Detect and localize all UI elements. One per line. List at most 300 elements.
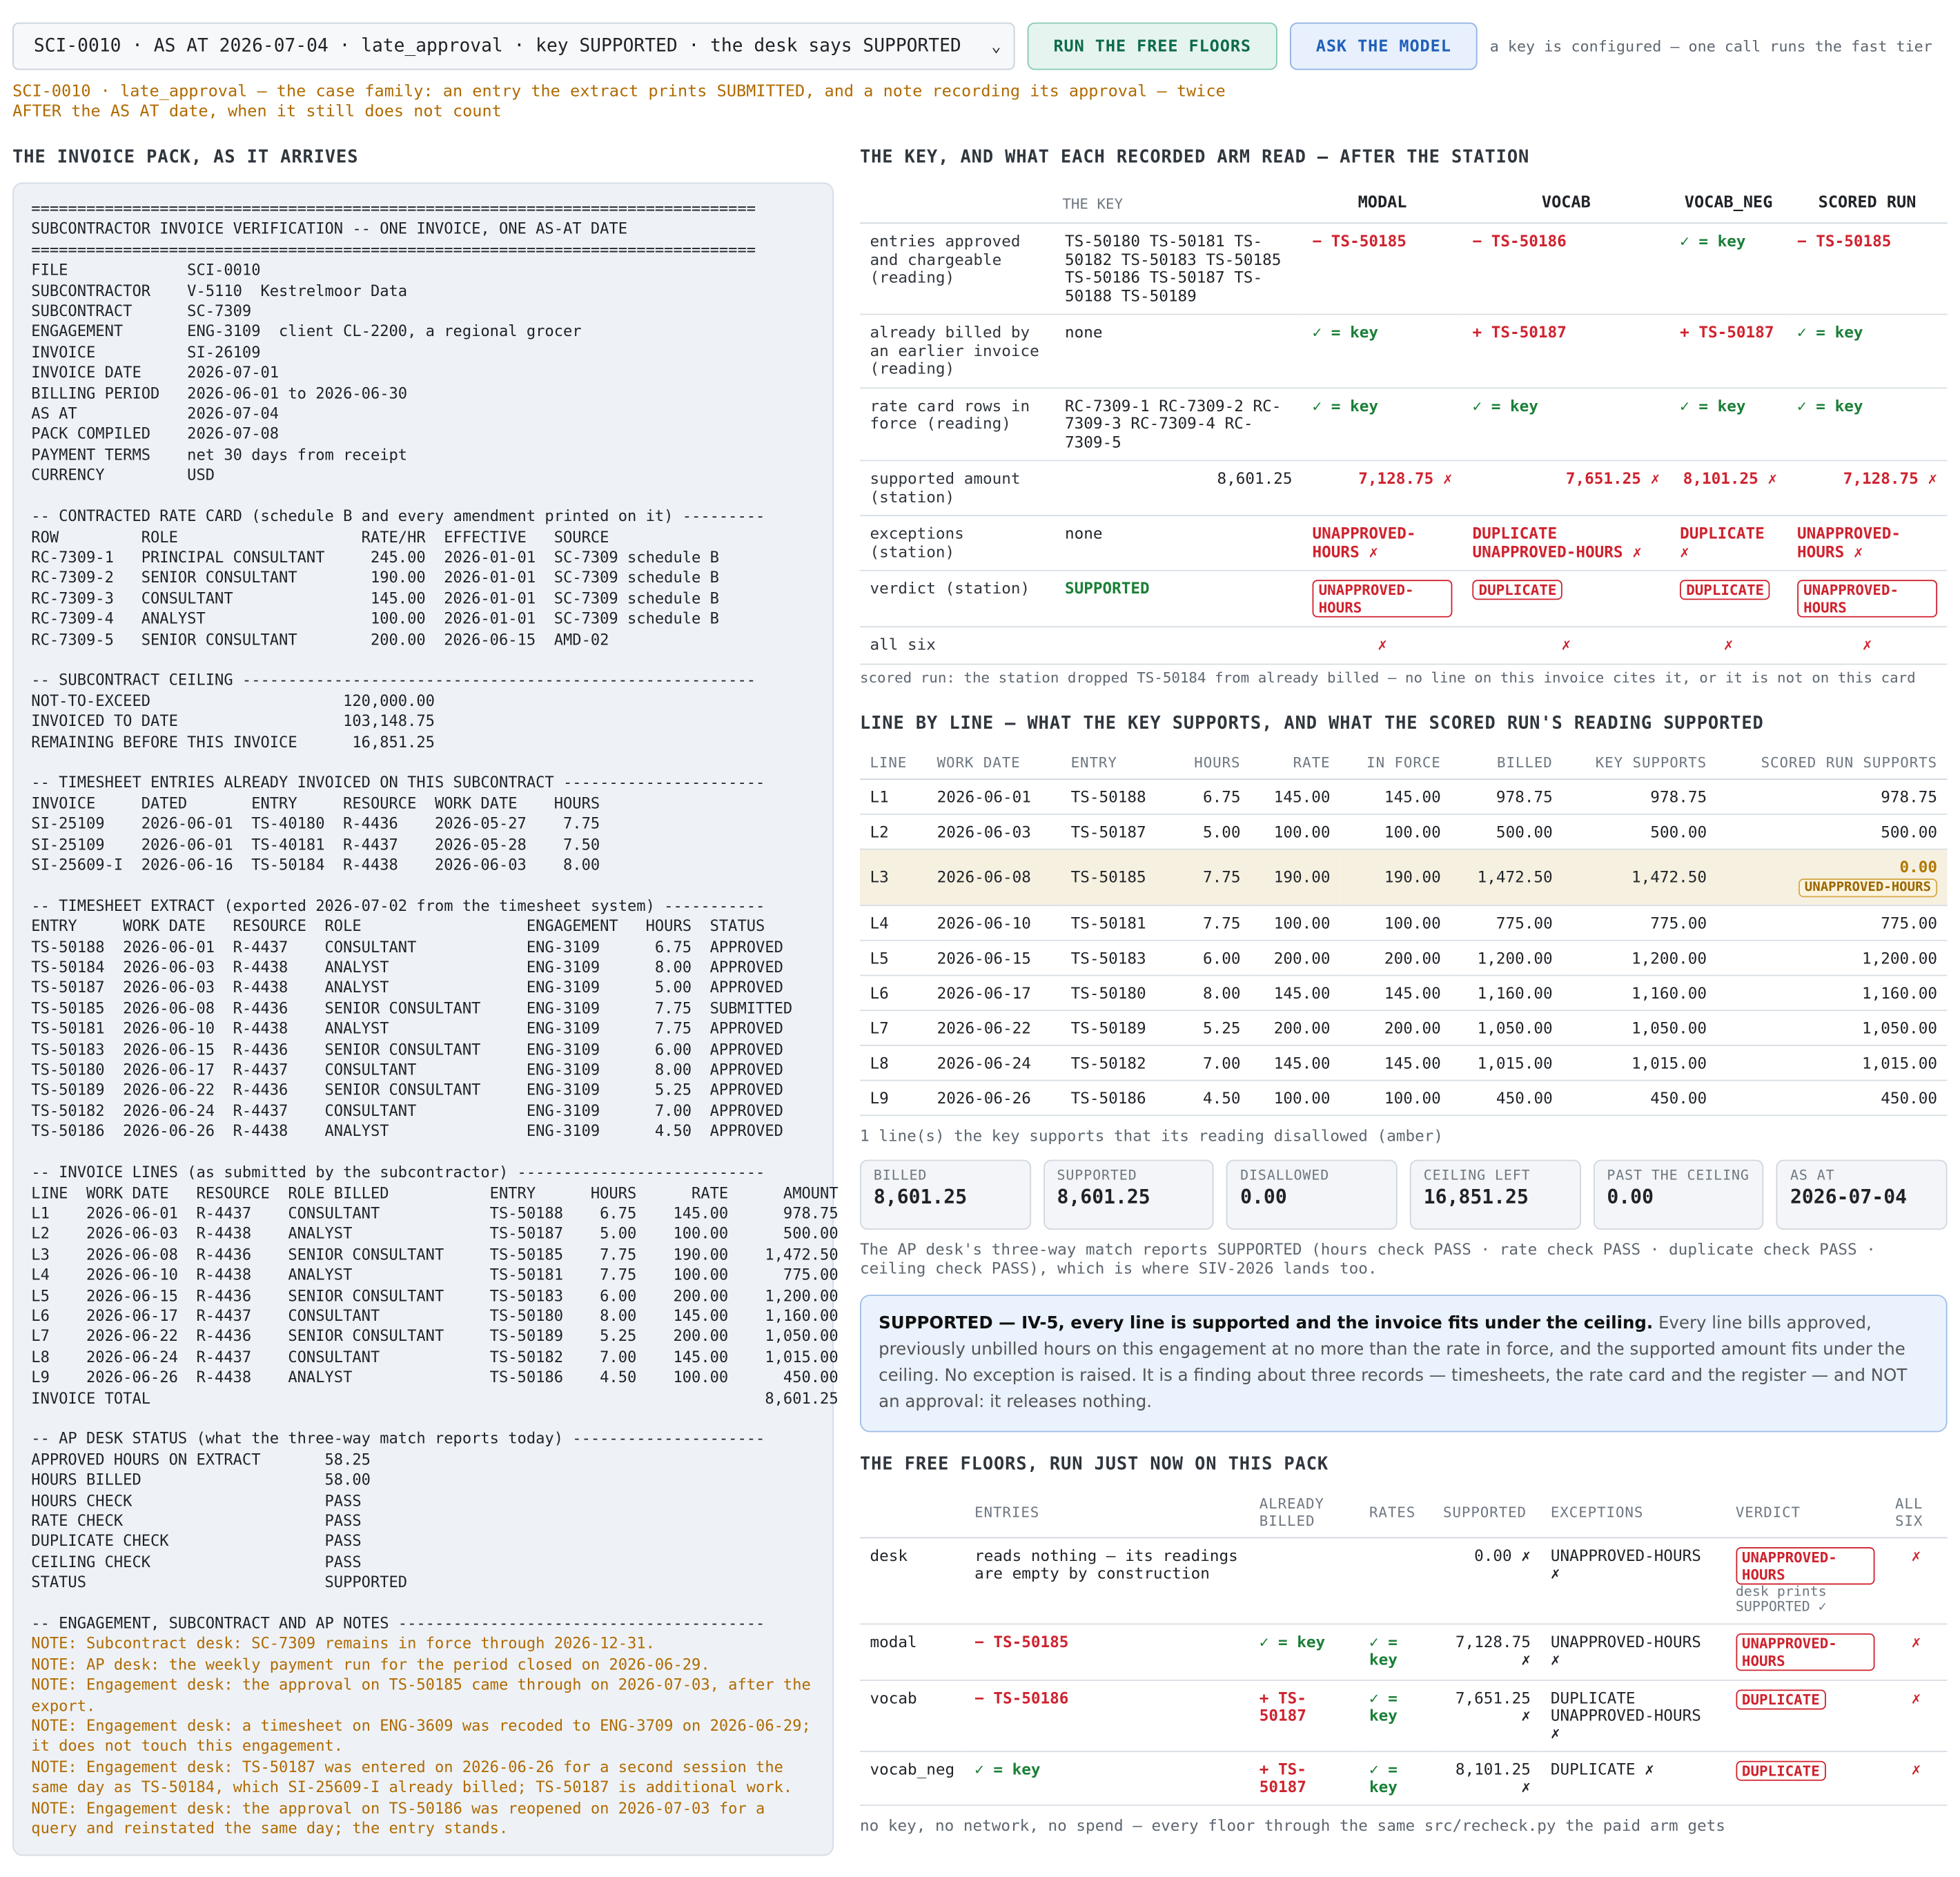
analysis-panel	[860, 148, 1948, 1834]
floor-all-six: ✗	[1885, 1623, 1947, 1679]
line-row	[860, 849, 1948, 905]
floor-exceptions: UNAPPROVED-HOURS ✗	[1540, 1623, 1725, 1679]
summary-card-value: 8,601.25	[1057, 1185, 1150, 1208]
line-billed-value: 500.00	[1496, 821, 1553, 841]
line-hours-value: 5.00	[1202, 821, 1241, 841]
key-value: RC-7309-1 RC-7309-2 RC-7309-3 RC-7309-4 RC-7309-5	[1055, 387, 1302, 460]
line-scored	[1717, 778, 1948, 814]
floors-col-header: ALL SIX	[1885, 1486, 1947, 1537]
line-entry	[1061, 975, 1173, 1010]
line-date	[927, 778, 1061, 814]
pack-note: NOTE: Engagement desk: a timesheet on ENG-3609 was recoded to ENG-3709 on 2026-06-29; it does not touch this engagement.	[31, 1717, 821, 1756]
line-key	[1562, 905, 1716, 940]
line-hours-value: 7.75	[1202, 867, 1241, 886]
lines-col-header: HOURS	[1173, 745, 1251, 778]
line-entry-value: TS-50188	[1070, 787, 1146, 806]
line-hours-value: 6.75	[1202, 787, 1241, 806]
line-rate	[1251, 1080, 1340, 1115]
arm-reading: DUPLICATE UNAPPROVED-HOURS ✗	[1462, 515, 1670, 571]
line-rate-value: 145.00	[1273, 983, 1331, 1002]
line-date	[927, 1045, 1061, 1080]
line-entry	[1061, 1045, 1173, 1080]
verdict-pill: UNAPPROVED-HOURS	[1736, 1546, 1875, 1584]
arm-reading	[1462, 571, 1670, 627]
run-free-floors-button[interactable]: RUN THE FREE FLOORS	[1028, 23, 1277, 70]
floor-row	[860, 1751, 1948, 1805]
summary-card-value: 16,851.25	[1423, 1185, 1529, 1208]
verdict-lead: SUPPORTED — IV-5, every line is supported and the invoice fits under the ceiling.	[879, 1313, 1654, 1333]
line-date-value: 2026-06-24	[937, 1052, 1031, 1072]
verdict-pill: DUPLICATE	[1736, 1689, 1826, 1709]
line-date	[927, 1080, 1061, 1115]
line-hours	[1173, 814, 1251, 849]
floors-col-header: EXCEPTIONS	[1540, 1486, 1725, 1537]
line-inforce-value: 200.00	[1384, 947, 1441, 967]
line-key-value: 1,050.00	[1631, 1018, 1707, 1037]
line-hours	[1173, 975, 1251, 1010]
arm-reading: UNAPPROVED-HOURS ✗	[1302, 515, 1462, 571]
arm-reading: ✓ = key	[1670, 223, 1787, 314]
floor-billed: + TS-50187	[1249, 1680, 1359, 1751]
line-billed-value: 1,472.50	[1477, 867, 1553, 886]
key-row-label: all six	[860, 627, 1055, 663]
line-date-value: 2026-06-26	[937, 1088, 1031, 1107]
line-billed	[1451, 814, 1562, 849]
floor-all-six: ✗	[1885, 1537, 1947, 1624]
arm-reading: + TS-50187	[1670, 314, 1787, 387]
line-key	[1562, 975, 1716, 1010]
line-hours	[1173, 849, 1251, 905]
lines-col-header: RATE	[1251, 745, 1340, 778]
line-rate	[1251, 940, 1340, 975]
line-key	[1562, 778, 1716, 814]
key-value: none	[1055, 314, 1302, 387]
summary-card	[1776, 1159, 1948, 1229]
line-date	[927, 849, 1061, 905]
line-hours-value: 7.00	[1202, 1052, 1241, 1072]
line-line	[860, 778, 927, 814]
line-date-value: 2026-06-03	[937, 821, 1031, 841]
chevron-down-icon: ⌄	[991, 37, 1001, 56]
line-key-value: 775.00	[1650, 912, 1707, 932]
lines-col-header: LINE	[860, 745, 927, 778]
line-date	[927, 814, 1061, 849]
line-key	[1562, 814, 1716, 849]
summary-card-value: 8,601.25	[873, 1185, 968, 1208]
line-inforce	[1340, 849, 1451, 905]
line-key	[1562, 849, 1716, 905]
line-scored	[1717, 1010, 1948, 1045]
lines-col-header: ENTRY	[1061, 745, 1173, 778]
line-entry	[1061, 905, 1173, 940]
line-billed-value: 450.00	[1496, 1088, 1553, 1107]
line-rate-value: 100.00	[1273, 1088, 1331, 1107]
key-table-caption: scored run: the station dropped TS-50184 from already billed — no line on this invoice cites it, or it is not on this card	[859, 667, 1916, 686]
lines-col-header: KEY SUPPORTS	[1562, 745, 1716, 778]
arm-reading: ✓ = key	[1302, 314, 1462, 387]
line-scored	[1717, 849, 1948, 905]
key-value	[1055, 571, 1302, 627]
verdict-pill: DUPLICATE	[1736, 1760, 1826, 1780]
line-scored-value: 1,050.00	[1861, 1018, 1938, 1037]
key-table-row	[860, 387, 1948, 460]
floors-table-heading: THE FREE FLOORS, RUN JUST NOW ON THIS PACK	[859, 1454, 1329, 1475]
line-scored-value: 1,160.00	[1861, 983, 1938, 1002]
key-col-header: VOCAB_NEG	[1670, 188, 1787, 224]
app-frame	[12, 0, 1947, 1838]
line-scored-value: 978.75	[1881, 787, 1938, 806]
floors-col-header: RATES	[1359, 1486, 1433, 1537]
summary-card	[1410, 1159, 1581, 1229]
line-inforce-value: 145.00	[1384, 1052, 1441, 1072]
floor-entries: − TS-50185	[965, 1623, 1250, 1679]
line-key	[1562, 1045, 1716, 1080]
floor-supported: 0.00 ✗	[1433, 1537, 1541, 1624]
summary-card	[1593, 1159, 1764, 1229]
line-line	[860, 1010, 927, 1045]
verdict-pill: UNAPPROVED-HOURS	[1313, 580, 1453, 617]
line-billed	[1451, 1010, 1562, 1045]
arm-reading: ✗	[1462, 627, 1670, 663]
floors-col-header: SUPPORTED	[1433, 1486, 1541, 1537]
line-rate-value: 190.00	[1273, 867, 1331, 886]
verdict-pill: UNAPPROVED-HOURS	[1797, 580, 1937, 617]
line-billed	[1451, 778, 1562, 814]
key-value	[1055, 627, 1302, 663]
pack-note: NOTE: Engagement desk: the approval on TS-50186 was reopened on 2026-07-03 for a query and reinstated the same day; the entry stands.	[31, 1799, 774, 1838]
line-key-value: 978.75	[1650, 787, 1707, 806]
line-inforce	[1340, 814, 1451, 849]
floors-col-header: ALREADY BILLED	[1249, 1486, 1359, 1537]
key-table-row	[860, 314, 1948, 387]
line-row	[860, 1045, 1948, 1080]
line-billed	[1451, 905, 1562, 940]
line-line-value: L6	[870, 983, 889, 1002]
line-scored	[1717, 1080, 1948, 1115]
line-line-value: L8	[870, 1052, 889, 1072]
line-hours	[1173, 1010, 1251, 1045]
line-billed-value: 1,015.00	[1477, 1052, 1553, 1072]
line-entry-value: TS-50185	[1070, 867, 1146, 886]
line-billed-value: 978.75	[1496, 787, 1553, 806]
invoice-pack-text[interactable]	[12, 182, 839, 1855]
key-value: none	[1055, 515, 1302, 571]
line-rate-value: 145.00	[1273, 787, 1331, 806]
line-key-value: 1,472.50	[1631, 867, 1707, 886]
line-entry-value: TS-50180	[1070, 983, 1146, 1002]
arm-reading: 8,101.25 ✗	[1670, 460, 1787, 515]
floor-name: vocab_neg	[860, 1751, 965, 1805]
key-table	[860, 188, 1948, 665]
line-date-value: 2026-06-01	[937, 787, 1031, 806]
ask-model-button[interactable]: ASK THE MODEL	[1290, 23, 1478, 70]
line-inforce	[1340, 1045, 1451, 1080]
arm-reading: UNAPPROVED-HOURS ✗	[1787, 515, 1948, 571]
floor-verdict	[1725, 1623, 1885, 1679]
summary-card-label: AS AT	[1790, 1166, 1835, 1183]
floor-billed: + TS-50187	[1249, 1751, 1359, 1805]
line-billed	[1451, 940, 1562, 975]
arm-reading: − TS-50185	[1787, 223, 1948, 314]
arm-reading: − TS-50186	[1462, 223, 1670, 314]
line-rate	[1251, 1045, 1340, 1080]
line-line-value: L7	[870, 1018, 889, 1037]
line-rate-value: 100.00	[1273, 912, 1331, 932]
line-inforce	[1340, 1010, 1451, 1045]
line-inforce-value: 200.00	[1384, 1018, 1441, 1037]
arm-reading: 7,128.75 ✗	[1787, 460, 1948, 515]
key-table-row	[860, 627, 1948, 663]
summary-card	[1043, 1159, 1215, 1229]
key-verdict: SUPPORTED	[1064, 578, 1150, 598]
line-rate-value: 200.00	[1273, 947, 1331, 967]
line-scored	[1717, 905, 1948, 940]
line-line-value: L4	[870, 912, 889, 932]
line-inforce	[1340, 940, 1451, 975]
pack-body: =============================================================================== SUBCONTRACTOR INVOICE VERIFICATION -- ONE INVOICE, ONE AS-AT DATE =============================================================================== FILE SCI-0010 SUBCONTRACTOR V-5110 Kestrelmoor Data SUBCONTRACT SC-7309 ENGAGEMENT ENG-3109 client CL-2200, a regional grocer INVOICE SI-26109 INVOICE DATE 2026-07-01 BILLING PERIOD 2026-06-01 to 2026-06-30 AS AT 2026-07-04 PACK COMPILED 2026-07-08 PAYMENT TERMS net 30 days from receipt CURRENCY USD -- CONTRACTED RATE CARD (schedule B and every amendment printed on it) --------- ROW ROLE RATE/HR EFFECTIVE SOURCE RC-7309-1 PRINCIPAL CONSULTANT 245.00 2026-01-01 SC-7309 schedule B RC-7309-2 SENIOR CONSULTANT 190.00 2026-01-01 SC-7309 schedule B RC-7309-3 CONSULTANT 145.00 2026-01-01 SC-7309 schedule B RC-7309-4 ANALYST 100.00 2026-01-01 SC-7309 schedule B RC-7309-5 SENIOR CONSULTANT 200.00 2026-06-15 AMD-02 -- SUBCONTRACT CEILING -------------------------------------------------------- NOT-TO-EXCEED 120,000.00 INVOICED TO DATE 103,148.75 REMAINING BEFORE THIS INVOICE 16,851.25 -- TIMESHEET ENTRIES ALREADY INVOICED ON THIS SUBCONTRACT ---------------------- INVOICE DATED ENTRY RESOURCE WORK DATE HOURS SI-25109 2026-06-01 TS-40180 R-4436 2026-05-27 7.75 SI-25109 2026-06-01 TS-40181 R-4437 2026-05-28 7.50 SI-25609-I 2026-06-16 TS-50184 R-4438 2026-06-03 8.00 -- TIMESHEET EXTRACT (exported 2026-07-02 from the timesheet system) ----------- ENTRY WORK DATE RESOURCE ROLE ENGAGEMENT HOURS STATUS TS-50188 2026-06-01 R-4437 CONSULTANT ENG-3109 6.75 APPROVED TS-50184 2026-06-03 R-4438 ANALYST ENG-3109 8.00 APPROVED TS-50187 2026-06-03 R-4438 ANALYST ENG-3109 5.00 APPROVED TS-50185 2026-06-08 R-4436 SENIOR CONSULTANT ENG-3109 7.75 SUBMITTED TS-50181 2026-06-10 R-4438 ANALYST ENG-3109 7.75 APPROVED TS-50183 2026-06-15 R-4436 SENIOR CONSULTANT ENG-3109 6.00 APPROVED TS-50180 2026-06-17 R-4437 CONSULTANT ENG-3109 8.00 APPROVED TS-50189 2026-06-22 R-4436 SENIOR CONSULTANT ENG-3109 5.25 APPROVED TS-50182 2026-06-24 R-4437 CONSULTANT ENG-3109 7.00 APPROVED TS-50186 2026-06-26 R-4438 ANALYST ENG-3109 4.50 APPROVED -- INVOICE LINES (as submitted by the subcontractor) --------------------------- LINE WORK DATE RESOURCE ROLE BILLED ENTRY HOURS RATE AMOUNT L1 2026-06-01 R-4437 CONSULTANT TS-50188 6.75 145.00 978.75 L2 2026-06-03 R-4438 ANALYST TS-50187 5.00 100.00 500.00 L3 2026-06-08 R-4436 SENIOR CONSULTANT TS-50185 7.75 190.00 1,472.50 L4 2026-06-10 R-4438 ANALYST TS-50181 7.75 100.00 775.00 L5 2026-06-15 R-4436 SENIOR CONSULTANT TS-50183 6.00 200.00 1,200.00 L6 2026-06-17 R-4437 CONSULTANT TS-50180 8.00 145.00 1,160.00 L7 2026-06-22 R-4436 SENIOR CONSULTANT TS-50189 5.25 200.00 1,050.00 L8 2026-06-24 R-4437 CONSULTANT TS-50182 7.00 145.00 1,015.00 L9 2026-06-26 R-4438 ANALYST TS-50186 4.50 100.00 450.00 INVOICE TOTAL 8,601.25 -- AP DESK STATUS (what the three-way match reports today) --------------------- APPROVED HOURS ON EXTRACT 58.25 HOURS BILLED 58.00 HOURS CHECK PASS RATE CHECK PASS DUPLICATE CHECK PASS CEILING CHECK PASS STATUS SUPPORTED -- ENGAGEMENT, SUBCONTRACT AND AP NOTES ----------------------------------------	[31, 199, 839, 1633]
key-table-row	[860, 571, 1948, 627]
arm-reading: + TS-50187	[1462, 314, 1670, 387]
line-inforce	[1340, 905, 1451, 940]
key-row-label: verdict (station)	[860, 571, 1055, 627]
line-rate	[1251, 778, 1340, 814]
line-rate-value: 100.00	[1273, 821, 1331, 841]
case-select-value: SCI-0010 · AS AT 2026-07-04 · late_approval · key SUPPORTED · the desk says SUPPORTED	[33, 36, 961, 57]
line-date	[927, 905, 1061, 940]
line-line-value: L3	[870, 867, 889, 886]
arm-reading: ✓ = key	[1462, 387, 1670, 460]
line-entry	[1061, 1080, 1173, 1115]
arm-reading: − TS-50185	[1302, 223, 1462, 314]
line-line	[860, 1080, 927, 1115]
line-scored-value: 450.00	[1881, 1088, 1938, 1107]
line-entry-value: TS-50181	[1070, 912, 1146, 932]
floor-name: modal	[860, 1623, 965, 1679]
line-row	[860, 814, 1948, 849]
line-billed	[1451, 975, 1562, 1010]
key-table-row	[860, 515, 1948, 571]
floor-row	[860, 1537, 1948, 1624]
key-table-row	[860, 460, 1948, 515]
key-row-label: entries approved and chargeable (reading)	[860, 223, 1055, 314]
floor-verdict	[1725, 1751, 1885, 1805]
key-col-header: THE KEY	[1055, 188, 1302, 224]
line-scored	[1717, 975, 1948, 1010]
floors-col-header: ENTRIES	[965, 1486, 1250, 1537]
line-billed	[1451, 849, 1562, 905]
line-entry-value: TS-50189	[1070, 1018, 1146, 1037]
line-date-value: 2026-06-08	[937, 867, 1031, 886]
key-row-label: supported amount (station)	[860, 460, 1055, 515]
line-key-value: 1,015.00	[1631, 1052, 1707, 1072]
line-hours-value: 8.00	[1202, 983, 1241, 1002]
line-hours	[1173, 905, 1251, 940]
verdict-pill: DUPLICATE	[1680, 580, 1770, 600]
line-line-value: L9	[870, 1088, 889, 1107]
line-entry	[1061, 849, 1173, 905]
line-hours	[1173, 940, 1251, 975]
pack-note: NOTE: Subcontract desk: SC-7309 remains in force through 2026-12-31.	[31, 1635, 655, 1653]
floors-table	[860, 1486, 1948, 1805]
line-entry	[1061, 778, 1173, 814]
line-scored	[1717, 1045, 1948, 1080]
arm-reading: ✗	[1787, 627, 1948, 663]
summary-card-value: 2026-07-04	[1790, 1185, 1908, 1208]
floor-entries: reads nothing — its readings are empty by construction	[965, 1537, 1250, 1624]
line-entry-value: TS-50182	[1070, 1052, 1146, 1072]
arm-reading	[1787, 571, 1948, 627]
line-line	[860, 814, 927, 849]
arm-reading: ✓ = key	[1787, 314, 1948, 387]
line-key-value: 1,160.00	[1631, 983, 1707, 1002]
line-key	[1562, 1010, 1716, 1045]
summary-card-value: 0.00	[1240, 1185, 1287, 1208]
line-hours-value: 6.00	[1202, 947, 1241, 967]
line-date	[927, 940, 1061, 975]
line-rate	[1251, 975, 1340, 1010]
line-entry-value: TS-50183	[1070, 947, 1146, 967]
summary-cards	[860, 1159, 1948, 1229]
floors-col-blank	[860, 1486, 965, 1537]
key-value: TS-50180 TS-50181 TS-50182 TS-50183 TS-50185 TS-50186 TS-50187 TS-50188 TS-50189	[1055, 223, 1302, 314]
floor-exceptions: DUPLICATE UNAPPROVED-HOURS ✗	[1540, 1680, 1725, 1751]
line-flag-badge: UNAPPROVED-HOURS	[1799, 878, 1937, 896]
line-inforce-value: 100.00	[1384, 912, 1441, 932]
floors-col-header: VERDICT	[1725, 1486, 1885, 1537]
line-inforce-value: 100.00	[1384, 821, 1441, 841]
line-billed	[1451, 1045, 1562, 1080]
summary-card	[1226, 1159, 1398, 1229]
floor-name: desk	[860, 1537, 965, 1624]
line-hours-value: 7.75	[1202, 912, 1241, 932]
line-date-value: 2026-06-10	[937, 912, 1031, 932]
lines-col-header: WORK DATE	[927, 745, 1061, 778]
line-billed-value: 1,050.00	[1477, 1018, 1553, 1037]
line-rate-value: 200.00	[1273, 1018, 1331, 1037]
line-date	[927, 975, 1061, 1010]
line-date	[927, 1010, 1061, 1045]
line-row	[860, 1010, 1948, 1045]
line-scored-value: 1,200.00	[1861, 947, 1938, 967]
line-line-value: L5	[870, 947, 889, 967]
line-entry-value: TS-50186	[1070, 1088, 1146, 1107]
floor-verdict	[1725, 1537, 1885, 1624]
line-scored-value: 0.00	[1899, 856, 1938, 876]
lines-col-header: SCORED RUN SUPPORTS	[1717, 745, 1948, 778]
key-value: 8,601.25	[1055, 460, 1302, 515]
floor-supported: 7,651.25 ✗	[1433, 1680, 1541, 1751]
line-hours	[1173, 1080, 1251, 1115]
line-inforce	[1340, 1080, 1451, 1115]
verdict-pill: UNAPPROVED-HOURS	[1736, 1633, 1875, 1670]
line-line	[860, 975, 927, 1010]
line-row	[860, 1080, 1948, 1115]
line-scored	[1717, 814, 1948, 849]
floor-row	[860, 1623, 1948, 1679]
line-entry-value: TS-50187	[1070, 821, 1146, 841]
case-family-note: SCI-0010 · late_approval — the case family: an entry the extract prints SUBMITTED, and a note recording its approval — twice AFTER the AS AT date, when it still does not count	[12, 82, 1226, 121]
line-row	[860, 905, 1948, 940]
floor-name: vocab	[860, 1680, 965, 1751]
line-scored-value: 1,015.00	[1861, 1052, 1938, 1072]
floor-exceptions: DUPLICATE ✗	[1540, 1751, 1725, 1805]
line-billed-value: 775.00	[1496, 912, 1553, 932]
verdict-box	[860, 1294, 1948, 1431]
line-inforce-value: 145.00	[1384, 983, 1441, 1002]
lines-table-caption: 1 line(s) the key supports that its reading disallowed (amber)	[859, 1125, 1443, 1144]
arm-reading: ✗	[1302, 627, 1462, 663]
floor-all-six: ✗	[1885, 1680, 1947, 1751]
line-inforce-value: 190.00	[1384, 867, 1441, 886]
line-key-value: 450.00	[1650, 1088, 1707, 1107]
floor-entries: ✓ = key	[965, 1751, 1250, 1805]
summary-card-label: PAST THE CEILING	[1607, 1166, 1750, 1183]
line-row	[860, 940, 1948, 975]
summary-card-label: SUPPORTED	[1057, 1166, 1137, 1183]
key-col-header: SCORED RUN	[1787, 188, 1948, 224]
pack-note: NOTE: Engagement desk: the approval on TS-50185 came through on 2026-07-03, after the export.	[31, 1676, 821, 1715]
arm-reading: ✓ = key	[1670, 387, 1787, 460]
invoice-pack-heading: THE INVOICE PACK, AS IT ARRIVES	[12, 147, 359, 168]
pack-note: NOTE: AP desk: the weekly payment run for the period closed on 2026-06-29.	[31, 1655, 710, 1673]
line-rate	[1251, 905, 1340, 940]
key-col-blank	[860, 188, 1055, 224]
line-key-value: 1,200.00	[1631, 947, 1707, 967]
line-inforce-value: 100.00	[1384, 1088, 1441, 1107]
floor-rates: ✓ = key	[1359, 1751, 1433, 1805]
floor-verdict	[1725, 1680, 1885, 1751]
lines-col-header: IN FORCE	[1340, 745, 1451, 778]
verdict-pill: DUPLICATE	[1472, 580, 1562, 600]
line-entry	[1061, 814, 1173, 849]
case-select[interactable]	[12, 23, 1015, 70]
floor-supported: 7,128.75 ✗	[1433, 1623, 1541, 1679]
line-inforce	[1340, 975, 1451, 1010]
arm-reading	[1670, 571, 1787, 627]
arm-reading: DUPLICATE ✗	[1670, 515, 1787, 571]
line-rate-value: 145.00	[1273, 1052, 1331, 1072]
line-entry	[1061, 1010, 1173, 1045]
line-hours	[1173, 778, 1251, 814]
line-line	[860, 940, 927, 975]
key-status-note: a key is configured — one call runs the fast tier	[1489, 37, 1932, 55]
arm-reading: ✗	[1670, 627, 1787, 663]
summary-card-label: CEILING LEFT	[1423, 1166, 1531, 1183]
desk-note: The AP desk's three-way match reports SUPPORTED (hours check PASS · rate check PASS · duplicate check PASS · ceiling check PASS), which is where SIV-2026 lands too.	[859, 1239, 1876, 1277]
summary-card-value: 0.00	[1607, 1185, 1654, 1208]
line-billed-value: 1,160.00	[1477, 983, 1553, 1002]
verdict-body: Every line bills approved, previously unbilled hours on this engagement at no more than the rate in force, and the supported amount fits under the ceiling. No exception is raised. It is a finding about three records — timesheets, the rate card and the register — and NOT an approval: it releases nothing.	[879, 1313, 1908, 1412]
line-line	[860, 1045, 927, 1080]
floor-all-six: ✗	[1885, 1751, 1947, 1805]
line-key	[1562, 940, 1716, 975]
key-row-label: exceptions (station)	[860, 515, 1055, 571]
key-col-header: MODAL	[1302, 188, 1462, 224]
line-line	[860, 849, 927, 905]
floor-rates	[1359, 1537, 1433, 1624]
key-row-label: rate card rows in force (reading)	[860, 387, 1055, 460]
line-inforce	[1340, 778, 1451, 814]
line-billed-value: 1,200.00	[1477, 947, 1553, 967]
invoice-pack-panel	[12, 147, 839, 1856]
line-key-value: 500.00	[1650, 821, 1707, 841]
line-inforce-value: 145.00	[1384, 787, 1441, 806]
arm-reading	[1302, 571, 1462, 627]
lines-table-heading: LINE BY LINE — WHAT THE KEY SUPPORTS, AND WHAT THE SCORED RUN'S READING SUPPORTED	[859, 713, 1764, 734]
floor-verdict-note: desk prints SUPPORTED ✓	[1735, 1582, 1827, 1614]
line-entry	[1061, 940, 1173, 975]
line-row	[860, 778, 1948, 814]
